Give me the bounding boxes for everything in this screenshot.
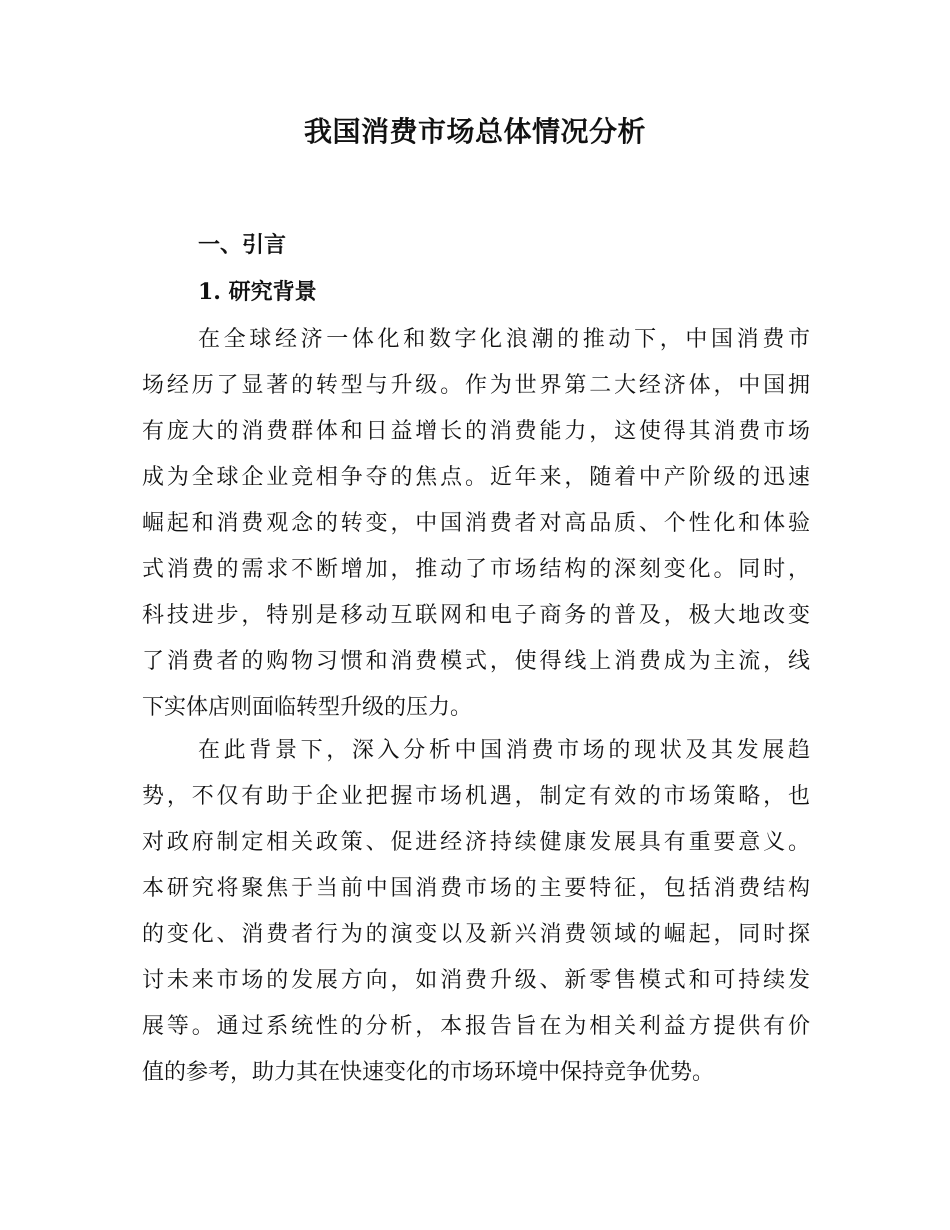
- paragraph-line: 在全球经济一体化和数字化浪潮的推动下，中国消费市: [198, 327, 810, 352]
- paragraph-line: 对政府制定相关政策、促进经济持续健康发展具有重要意义。: [142, 830, 810, 855]
- paragraph-line: 下实体店则面临转型升级的压力。: [142, 695, 473, 720]
- paragraph-line: 在此背景下，深入分析中国消费市场的现状及其发展趋: [198, 738, 810, 763]
- paragraph-1: [142, 317, 810, 731]
- sub-heading: 1. 研究背景: [198, 279, 317, 305]
- paragraph-line: 崛起和消费观念的转变，中国消费者对高品质、个性化和体验: [142, 511, 810, 536]
- paragraph-line: 本研究将聚焦于当前中国消费市场的主要特征，包括消费结构: [142, 876, 810, 901]
- paragraph-line: 值的参考，助力其在快速变化的市场环境中保持竞争优势。: [142, 1060, 715, 1085]
- paragraph-line: 讨未来市场的发展方向，如消费升级、新零售模式和可持续发: [142, 968, 810, 993]
- paragraph-line: 展等。通过系统性的分析，本报告旨在为相关利益方提供有价: [142, 1014, 810, 1039]
- paragraph-line: 了消费者的购物习惯和消费模式，使得线上消费成为主流，线: [142, 649, 810, 674]
- paragraph-line: 成为全球企业竞相争夺的焦点。近年来，随着中产阶级的迅速: [142, 465, 810, 490]
- section-heading: 一、引言: [198, 233, 287, 258]
- paragraph-line: 势，不仅有助于企业把握市场机遇，制定有效的市场策略，也: [142, 784, 810, 809]
- paragraph-2: [142, 728, 810, 1096]
- paragraph-line: 场经历了显著的转型与升级。作为世界第二大经济体，中国拥: [142, 373, 810, 398]
- paragraph-line: 科技进步，特别是移动互联网和电子商务的普及，极大地改变: [142, 603, 810, 628]
- document-title: 我国消费市场总体情况分析: [303, 115, 646, 148]
- paragraph-line: 的变化、消费者行为的演变以及新兴消费领域的崛起，同时探: [142, 922, 810, 947]
- paragraph-line: 有庞大的消费群体和日益增长的消费能力，这使得其消费市场: [142, 419, 810, 444]
- paragraph-line: 式消费的需求不断增加，推动了市场结构的深刻变化。同时，: [142, 557, 810, 582]
